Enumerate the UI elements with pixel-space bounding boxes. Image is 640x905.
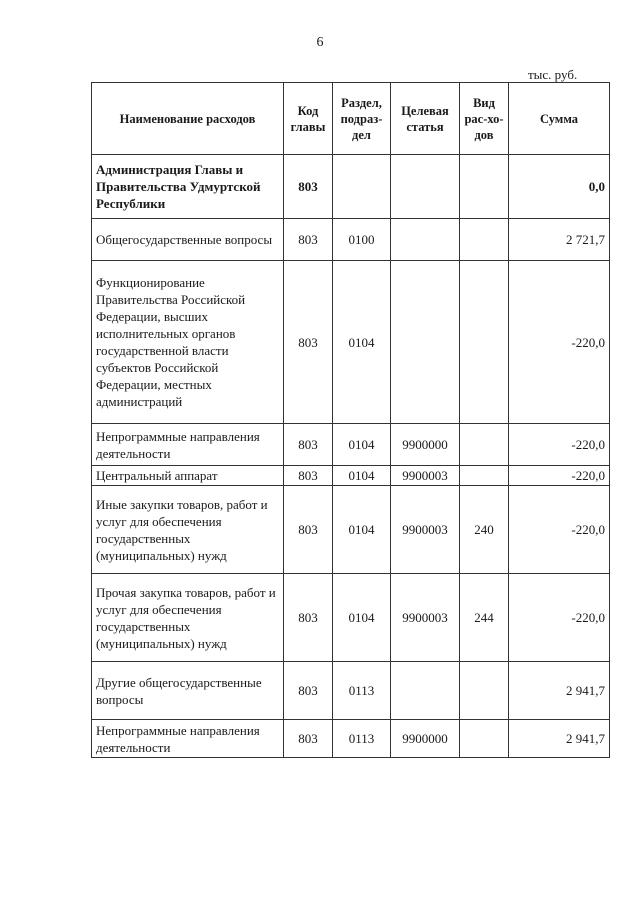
header-code: Код главы	[284, 83, 333, 155]
cell-name: Непрограммные направления деятельности	[92, 424, 284, 466]
cell-target	[391, 155, 460, 219]
cell-name: Администрация Главы и Правительства Удмуртской Республики	[92, 155, 284, 219]
cell-type	[460, 662, 509, 720]
units-label: тыс. руб.	[528, 67, 578, 82]
header-name: Наименование расходов	[92, 83, 284, 155]
header-section: Раздел, подраз-дел	[333, 83, 391, 155]
cell-target	[391, 261, 460, 424]
cell-code: 803	[284, 155, 333, 219]
cell-type	[460, 155, 509, 219]
cell-type	[460, 261, 509, 424]
table-row	[92, 574, 610, 662]
header-sum: Сумма	[509, 83, 610, 155]
cell-type	[460, 219, 509, 261]
cell-code: 803	[284, 574, 333, 662]
table-row	[92, 720, 610, 758]
cell-sum: -220,0	[509, 574, 610, 662]
cell-section: 0104	[333, 261, 391, 424]
cell-name: Иные закупки товаров, работ и услуг для обеспечения государственных (муниципальных) нужд	[92, 486, 284, 574]
cell-code: 803	[284, 219, 333, 261]
table-row	[92, 261, 610, 424]
cell-name: Общегосударственные вопросы	[92, 219, 284, 261]
header-target: Целевая статья	[391, 83, 460, 155]
cell-code: 803	[284, 720, 333, 758]
cell-sum: 2 941,7	[509, 720, 610, 758]
cell-section: 0100	[333, 219, 391, 261]
cell-section: 0113	[333, 720, 391, 758]
cell-type	[460, 466, 509, 486]
cell-target	[391, 662, 460, 720]
cell-name: Непрограммные направления деятельности	[92, 720, 284, 758]
cell-section: 0104	[333, 574, 391, 662]
cell-code: 803	[284, 424, 333, 466]
page-number: 6	[316, 35, 324, 50]
cell-name: Центральный аппарат	[92, 466, 284, 486]
cell-target: 9900003	[391, 486, 460, 574]
cell-code: 803	[284, 662, 333, 720]
table-row	[92, 466, 610, 486]
table-row	[92, 662, 610, 720]
table-row	[92, 219, 610, 261]
cell-sum: 2 941,7	[509, 662, 610, 720]
cell-target: 9900003	[391, 466, 460, 486]
cell-sum: -220,0	[509, 424, 610, 466]
cell-target	[391, 219, 460, 261]
table-row	[92, 424, 610, 466]
cell-section: 0104	[333, 424, 391, 466]
expenditure-table	[91, 82, 610, 758]
cell-name: Функционирование Правительства Российской Федерации, высших исполнительных органов государственной власти субъектов Российской Федерации, местных администраций	[92, 261, 284, 424]
cell-type	[460, 424, 509, 466]
cell-code: 803	[284, 466, 333, 486]
cell-sum: -220,0	[509, 486, 610, 574]
cell-section	[333, 155, 391, 219]
cell-type: 244	[460, 574, 509, 662]
cell-section: 0104	[333, 486, 391, 574]
table-header-row	[92, 83, 610, 155]
cell-target: 9900000	[391, 720, 460, 758]
table-row	[92, 486, 610, 574]
cell-target: 9900003	[391, 574, 460, 662]
cell-type: 240	[460, 486, 509, 574]
cell-sum: -220,0	[509, 466, 610, 486]
cell-sum: -220,0	[509, 261, 610, 424]
cell-code: 803	[284, 261, 333, 424]
cell-code: 803	[284, 486, 333, 574]
table-row	[92, 155, 610, 219]
cell-name: Прочая закупка товаров, работ и услуг для обеспечения государственных (муниципальных) нужд	[92, 574, 284, 662]
cell-type	[460, 720, 509, 758]
cell-name: Другие общегосударственные вопросы	[92, 662, 284, 720]
cell-section: 0113	[333, 662, 391, 720]
cell-section: 0104	[333, 466, 391, 486]
header-type: Вид рас-хо-дов	[460, 83, 509, 155]
cell-target: 9900000	[391, 424, 460, 466]
cell-sum: 2 721,7	[509, 219, 610, 261]
cell-sum: 0,0	[509, 155, 610, 219]
